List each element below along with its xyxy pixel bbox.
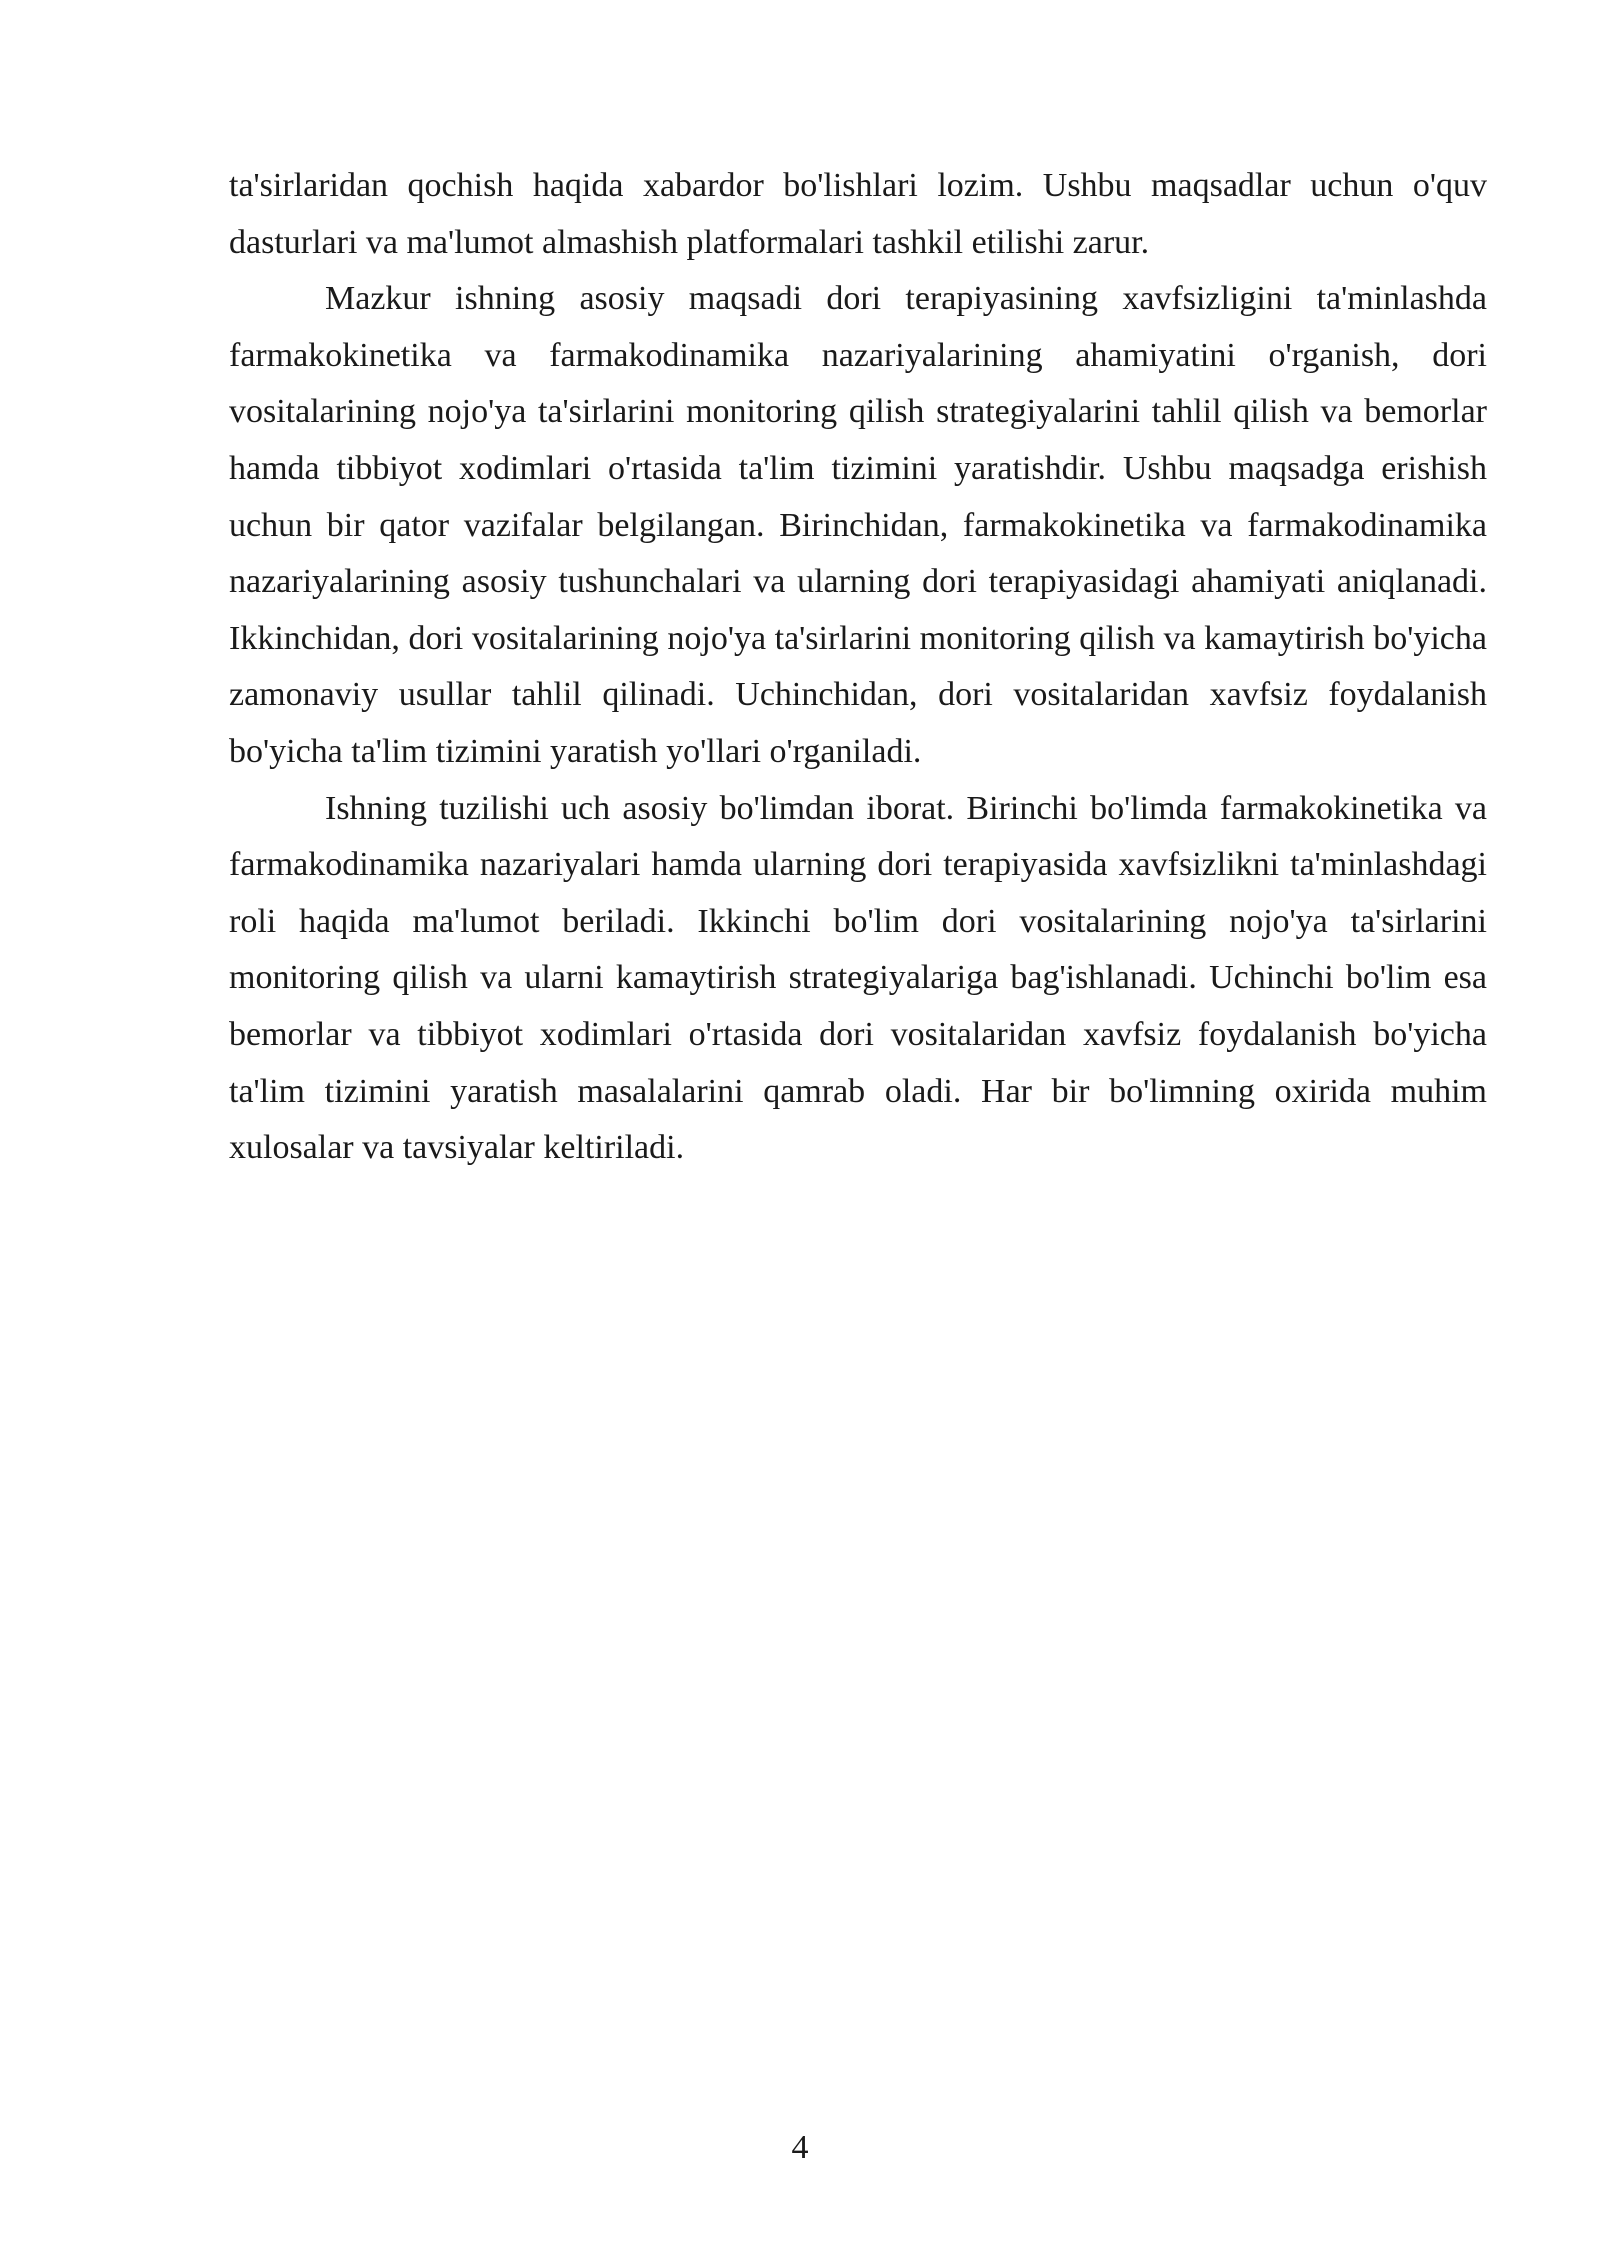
- body-text: [229, 158, 1487, 1177]
- page-number: 4: [791, 2129, 809, 2166]
- paragraph-continuation: ta'sirlaridan qochish haqida xabardor bo'lishlari lozim. Ushbu maqsadlar uchun o'quv dasturlari va ma'lumot almashish platformalari tashkil etilishi zarur.: [229, 167, 1487, 261]
- paragraph-aims: Mazkur ishning asosiy maqsadi dori terapiyasining xavfsizligini ta'minlashda farmakokinetika va farmakodinamika nazariyalarining ahamiyatini o'rganish, dori vositalarining nojo'ya ta'sirlarini monitoring qilish strategiyalarini tahlil qilish va bemorlar hamda tibbiyot xodimlari o'rtasida ta'lim tizimini yaratishdir. Ushbu maqsadga erishish uchun bir qator vazifalar belgilangan. Birinchidan, farmakokinetika va farmakodinamika nazariyalarining asosiy tushunchalari va ularning dori terapiyasidagi ahamiyati aniqlanadi. Ikkinchidan, dori vositalarining nojo'ya ta'sirlarini monitoring qilish va kamaytirish bo'yicha zamonaviy usullar tahlil qilinadi. Uchinchidan, dori vositalaridan xavfsiz foydalanish bo'yicha ta'lim tizimini yaratish yo'llari o'rganiladi.: [229, 280, 1487, 770]
- paragraph-structure: Ishning tuzilishi uch asosiy bo'limdan iborat. Birinchi bo'limda farmakokinetika va farmakodinamika nazariyalari hamda ularning dori terapiyasida xavfsizlikni ta'minlashdagi roli haqida ma'lumot beriladi. Ikkinchi bo'lim dori vositalarining nojo'ya ta'sirlarini monitoring qilish va ularni kamaytirish strategiyalariga bag'ishlanadi. Uchinchi bo'lim esa bemorlar va tibbiyot xodimlari o'rtasida dori vositalaridan xavfsiz foydalanish bo'yicha ta'lim tizimini yaratish masalalarini qamrab oladi. Har bir bo'limning oxirida muhim xulosalar va tavsiyalar keltiriladi.: [229, 789, 1487, 1167]
